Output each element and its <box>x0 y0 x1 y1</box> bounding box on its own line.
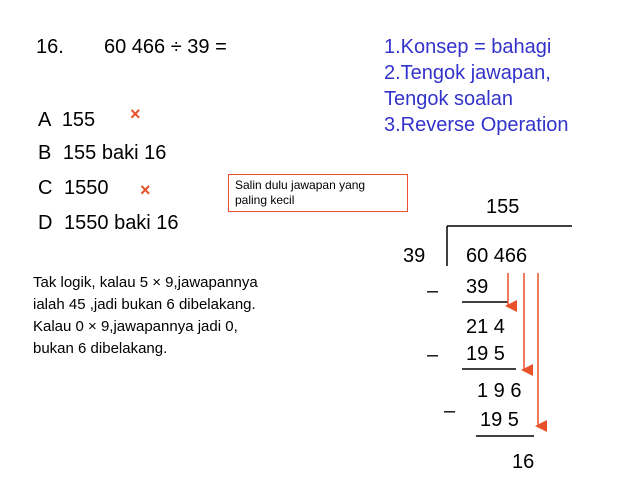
quotient: 155 <box>486 196 520 218</box>
explanation-line: ialah 45 ,jadi bukan 6 dibelakang. <box>33 296 256 313</box>
note-line: Salin dulu jawapan yang <box>235 178 366 192</box>
option-letter: C <box>38 177 53 199</box>
question-expression: 60 466 ÷ 39 = <box>104 36 227 58</box>
remainder: 16 <box>512 451 535 473</box>
minus-sign: – <box>444 400 456 422</box>
minus-sign: – <box>427 280 439 302</box>
option-letter: D <box>38 212 53 234</box>
option-text: 1550 <box>64 177 109 199</box>
division-row: 21 4 <box>466 316 505 338</box>
divisor: 39 <box>403 245 426 267</box>
explanation-line: Tak logik, kalau 5 × 9,jawapannya <box>33 274 258 291</box>
option-text: 155 <box>61 109 96 131</box>
step-item: 1.Konsep = bahagi <box>384 36 552 58</box>
option-letter: A <box>38 109 51 131</box>
division-row: 1 9 6 <box>477 380 522 402</box>
question-number: 16. <box>36 36 64 58</box>
step-item: Tengok soalan <box>384 88 513 110</box>
wrong-mark-icon: × <box>130 104 141 124</box>
division-row: 19 5 <box>466 343 505 365</box>
division-row: 19 5 <box>480 409 519 431</box>
option-text: 155 baki 16 <box>62 142 167 164</box>
dividend: 60 466 <box>466 245 528 267</box>
note-line: paling kecil <box>235 193 295 207</box>
option-text: 1550 baki 16 <box>64 212 179 234</box>
explanation-line: bukan 6 dibelakang. <box>33 340 168 357</box>
minus-sign: – <box>427 344 439 366</box>
explanation-line: Kalau 0 × 9,jawapannya jadi 0, <box>33 318 238 335</box>
division-row: 39 <box>466 276 489 298</box>
step-item: 3.Reverse Operation <box>384 114 569 136</box>
step-item: 2.Tengok jawapan, <box>384 62 551 84</box>
wrong-mark-icon: × <box>140 180 151 200</box>
option-letter: B <box>38 142 52 164</box>
